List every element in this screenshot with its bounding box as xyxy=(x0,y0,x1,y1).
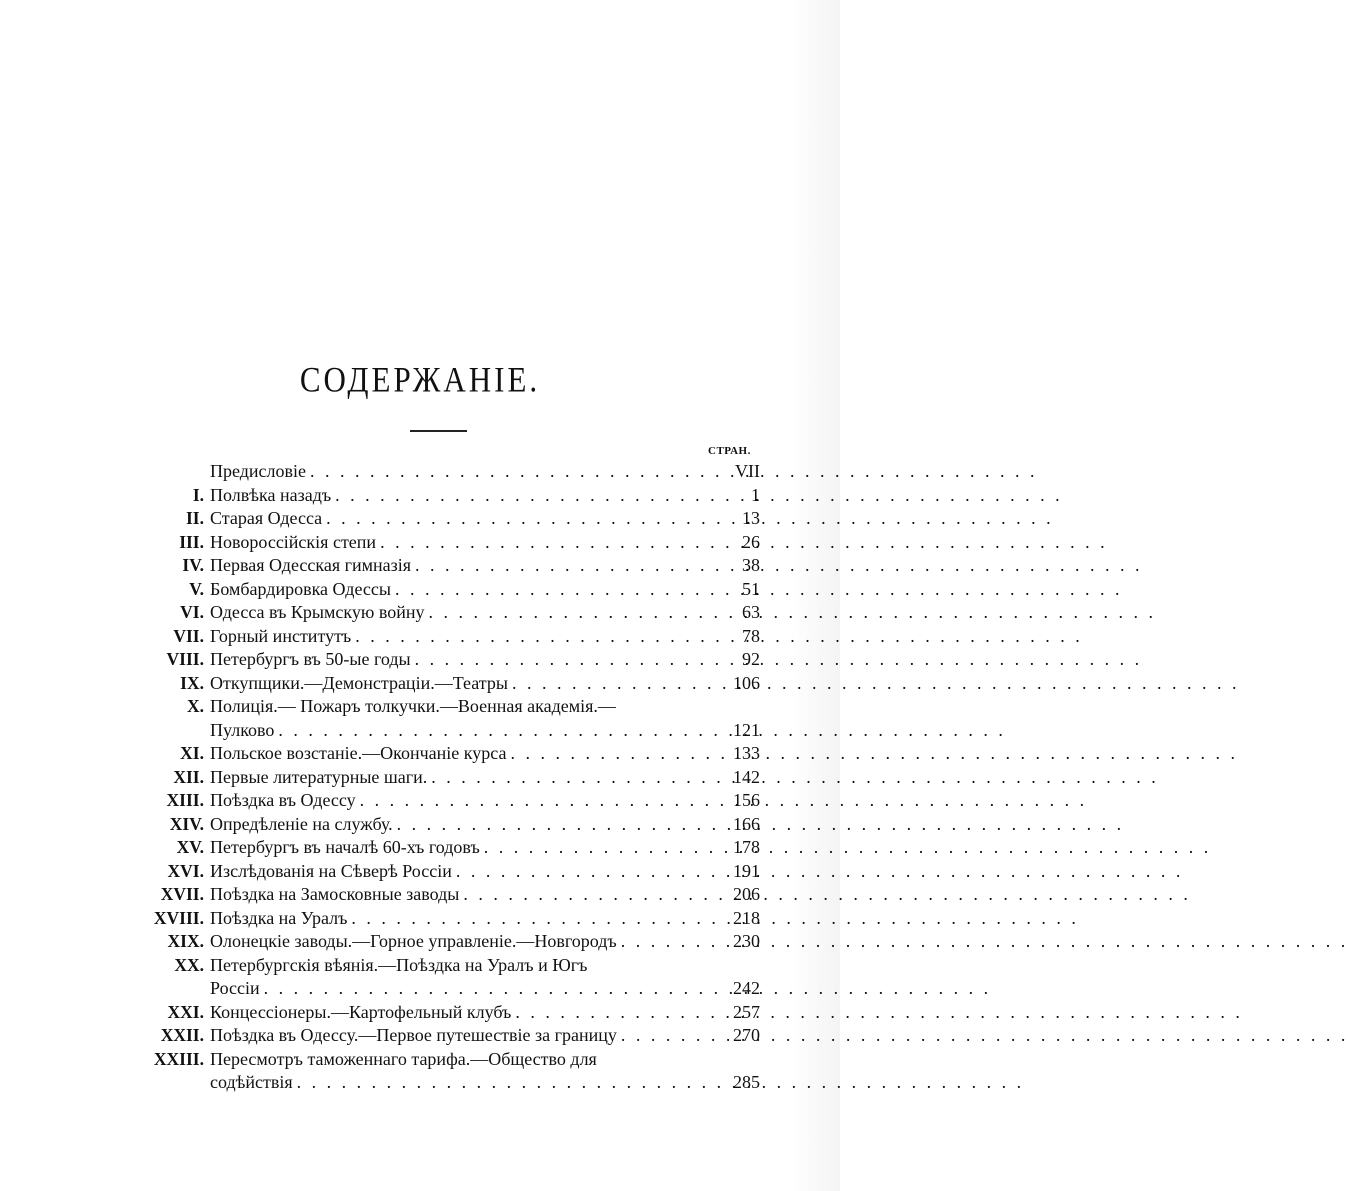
dot-leader xyxy=(331,484,728,508)
chapter-number: X. xyxy=(186,696,204,716)
chapter-number: VIII. xyxy=(166,649,204,669)
chapter-number: XX. xyxy=(174,954,204,975)
toc-entry xyxy=(140,695,760,742)
page-number: 26 xyxy=(742,531,760,552)
toc-entry xyxy=(140,484,760,508)
chapter-title: Опредѣленіе на службу. xyxy=(210,813,393,834)
page-number: 51 xyxy=(742,578,760,599)
toc-entry xyxy=(140,954,760,1001)
chapter-number: XIV. xyxy=(169,813,204,834)
dot-leader xyxy=(459,883,728,907)
dot-leader xyxy=(393,813,728,837)
page-number: 166 xyxy=(733,813,760,834)
chapter-title: Предисловіе xyxy=(210,461,307,481)
chapter-number: XVII. xyxy=(160,884,204,904)
toc-entry xyxy=(140,742,760,766)
page-number: 191 xyxy=(733,860,760,881)
chapter-number: III. xyxy=(179,531,204,552)
chapter-title: Полвѣка назадъ xyxy=(210,484,332,505)
page-number: 78 xyxy=(742,625,760,646)
page-number: 63 xyxy=(742,602,760,622)
page-number: 230 xyxy=(733,931,760,951)
toc-entry xyxy=(140,930,760,954)
page-number: 1 xyxy=(751,484,760,505)
toc-entry xyxy=(140,625,760,649)
dot-leader xyxy=(617,1024,728,1048)
toc-entry xyxy=(140,507,760,531)
chapter-number: XXIII. xyxy=(153,1048,204,1069)
chapter-number: XVI. xyxy=(167,860,204,881)
toc-entry xyxy=(140,813,760,837)
dot-leader xyxy=(411,554,728,578)
page-number: 133 xyxy=(733,743,760,763)
chapter-title-continued: Пулково xyxy=(210,719,275,740)
page-number: VII xyxy=(735,461,760,481)
chapter-number: VII. xyxy=(173,625,204,646)
chapter-title: Петербургъ въ началѣ 60-хъ годовъ xyxy=(210,837,480,857)
chapter-number: I. xyxy=(192,484,204,505)
chapter-number: V. xyxy=(189,578,204,599)
chapter-number: XV. xyxy=(176,837,204,857)
page-number: 142 xyxy=(733,766,760,787)
chapter-number: XII. xyxy=(173,766,204,787)
toc-entry xyxy=(140,836,760,860)
page-number: 178 xyxy=(733,837,760,857)
dot-leader xyxy=(617,930,728,954)
toc-entry xyxy=(140,531,760,555)
toc-entry xyxy=(140,601,760,625)
chapter-title: Поѣздка въ Одессу.—Первое путешествіе за границу xyxy=(210,1025,617,1045)
dot-leader xyxy=(427,766,728,790)
toc-entry xyxy=(140,1048,760,1095)
chapter-number: XIX. xyxy=(167,931,204,951)
page-column-header: СТРАН. xyxy=(708,445,751,457)
chapter-title: Одесса въ Крымскую войну xyxy=(210,602,425,622)
page-number: 218 xyxy=(733,907,760,928)
chapter-title: Петербургскія вѣянія.—Поѣздка на Уралъ и Югъ xyxy=(210,954,588,975)
chapter-title: Откупщики.—Демонстраціи.—Театры xyxy=(210,672,508,693)
chapter-number: II. xyxy=(186,508,204,528)
toc-entry xyxy=(140,766,760,790)
chapter-title: Поѣздка въ Одессу xyxy=(210,790,356,810)
dot-leader xyxy=(293,1071,728,1095)
page-number: 257 xyxy=(733,1001,760,1022)
chapter-title-continued: Россіи xyxy=(210,978,260,998)
chapter-title: Изслѣдованія на Сѣверѣ Россіи xyxy=(210,860,452,881)
chapter-title: Поѣздка на Замосковные заводы xyxy=(210,884,460,904)
toc-entry xyxy=(140,907,760,931)
toc-entry xyxy=(140,789,760,813)
toc-entry xyxy=(140,648,760,672)
dot-leader xyxy=(376,531,728,555)
chapter-number: XVIII. xyxy=(153,907,204,928)
chapter-title: Полиція.— Пожаръ толкучки.—Военная академія.— xyxy=(210,696,616,716)
title-divider xyxy=(410,430,467,432)
dot-leader xyxy=(508,672,728,696)
chapter-title: Поѣздка на Уралъ xyxy=(210,907,348,928)
chapter-title: Первая Одесская гимназія xyxy=(210,555,412,575)
page-title: СОДЕРЖАНIЕ. xyxy=(299,359,541,400)
chapter-number: XI. xyxy=(180,743,204,763)
page-number: 242 xyxy=(733,978,760,998)
dot-leader xyxy=(306,460,728,484)
chapter-title: Новороссійскія степи xyxy=(210,531,377,552)
toc-entry xyxy=(140,578,760,602)
chapter-title: Концессіонеры.—Картофельный клубъ xyxy=(210,1001,512,1022)
dot-leader xyxy=(351,625,728,649)
table-of-contents xyxy=(140,460,760,1095)
dot-leader xyxy=(347,907,728,931)
dot-leader xyxy=(322,507,728,531)
toc-entry xyxy=(140,460,760,484)
dot-leader xyxy=(391,578,728,602)
chapter-number: XXI. xyxy=(167,1001,204,1022)
chapter-title: Олонецкіе заводы.—Горное управленіе.—Новгородъ xyxy=(210,931,617,951)
chapter-number: IX. xyxy=(180,672,204,693)
chapter-number: IV. xyxy=(182,555,204,575)
toc-entry xyxy=(140,860,760,884)
page-number: 13 xyxy=(742,508,760,528)
chapter-title-continued: содѣйствія xyxy=(210,1072,293,1092)
dot-leader xyxy=(274,719,728,743)
page-number: 285 xyxy=(733,1072,760,1092)
chapter-title: Польское возстаніе.—Окончаніе курса xyxy=(210,743,507,763)
toc-entry xyxy=(140,1024,760,1048)
dot-leader xyxy=(452,860,728,884)
dot-leader xyxy=(424,601,728,625)
page-number: 121 xyxy=(733,719,760,740)
chapter-title: Бомбардировка Одессы xyxy=(210,578,391,599)
page-number: 156 xyxy=(733,790,760,810)
chapter-title: Горный институтъ xyxy=(210,625,352,646)
page-number: 38 xyxy=(742,555,760,575)
page-number: 270 xyxy=(733,1025,760,1045)
chapter-title: Пересмотръ таможеннаго тарифа.—Общество для xyxy=(210,1048,597,1069)
toc-entry xyxy=(140,672,760,696)
toc-entry xyxy=(140,1001,760,1025)
chapter-number: XIII. xyxy=(166,790,204,810)
chapter-number: VI. xyxy=(180,602,204,622)
toc-entry xyxy=(140,883,760,907)
dot-leader xyxy=(260,977,728,1001)
page-number: 106 xyxy=(733,672,760,693)
dot-leader xyxy=(511,1001,728,1025)
page-number: 206 xyxy=(733,884,760,904)
dot-leader xyxy=(480,836,728,860)
page-number: 92 xyxy=(742,649,760,669)
chapter-title: Петербургъ въ 50-ые годы xyxy=(210,649,411,669)
dot-leader xyxy=(506,742,728,766)
dot-leader xyxy=(411,648,728,672)
dot-leader xyxy=(356,789,728,813)
chapter-title: Старая Одесса xyxy=(210,508,323,528)
toc-entry xyxy=(140,554,760,578)
chapter-title: Первые литературные шаги. xyxy=(210,766,428,787)
chapter-number: XXII. xyxy=(160,1025,204,1045)
